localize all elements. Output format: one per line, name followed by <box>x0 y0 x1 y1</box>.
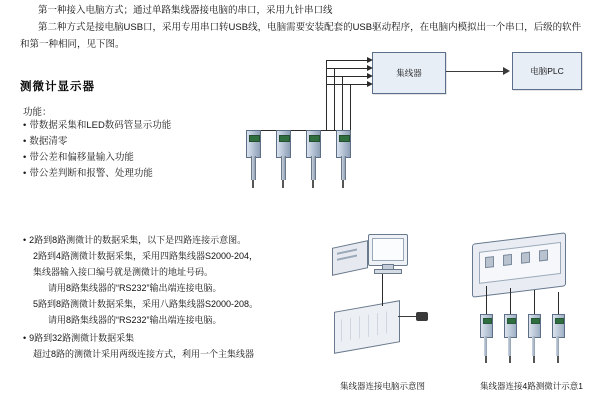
hub-to-pc-wire <box>382 274 383 306</box>
description-line-2: 集线器输入接口编号就是测微计的地址号码。 <box>33 267 214 277</box>
sensor-probe <box>251 156 256 180</box>
description-line-1: 2路到4路测微计数据采集，采用四路集线器S2000-204， <box>33 251 259 261</box>
feature-list <box>23 118 171 182</box>
led-display-icon <box>531 318 540 324</box>
collector-label: 集线器 <box>396 68 422 78</box>
led-display-icon <box>483 318 492 324</box>
tower-slot-1 <box>337 249 357 255</box>
hub-port-grid <box>341 311 391 342</box>
hub-port-4 <box>539 249 548 261</box>
list-item: • 数据清零 <box>23 134 171 150</box>
sensor-body <box>336 130 351 158</box>
unit-tip <box>557 356 559 363</box>
feed-arrow-icon-4 <box>367 81 373 87</box>
hub-port-2 <box>503 254 512 266</box>
sensor-probe <box>341 156 346 180</box>
unit-body <box>504 314 517 338</box>
paragraph-3: 和第一种相同，见下图。 <box>20 39 125 50</box>
feed-line-3 <box>326 76 368 77</box>
caption-hub-to-micrometers: 集线器连接4路测微计示意1 <box>480 381 583 391</box>
unit-probe <box>484 336 487 356</box>
hub-wire-4 <box>558 292 559 314</box>
power-cable <box>398 316 418 317</box>
feed-line-2 <box>326 68 368 69</box>
plc-label: 电脑PLC <box>530 66 564 76</box>
unit-probe <box>556 336 559 356</box>
section-title: 测微计显示器 <box>20 81 95 93</box>
riser-2 <box>334 68 335 130</box>
feed-arrow-icon-3 <box>367 73 373 79</box>
riser-1 <box>326 60 327 130</box>
led-display-icon <box>279 135 290 142</box>
unit-body <box>528 314 541 338</box>
paragraph-1: 第一种接入电脑方式；通过单路集线器接电脑的串口，采用九针串口线 <box>38 5 333 16</box>
plc-box <box>512 52 582 90</box>
power-plug-icon <box>416 312 428 321</box>
description-line-4: 5路到8路测微计数据采集，采用八路集线器S2000-208。 <box>33 299 259 309</box>
collector-to-plc-arrow-icon <box>503 67 510 75</box>
sensor-tip <box>282 180 284 188</box>
hub-wire-3 <box>534 290 535 314</box>
led-display-icon <box>507 318 516 324</box>
top-system-diagram <box>230 30 590 210</box>
sensor-tip <box>342 180 344 188</box>
monitor-screen <box>372 238 404 261</box>
unit-probe <box>508 336 511 356</box>
led-display-icon <box>309 135 320 142</box>
list-item: • 带数据采集和LED数码管显示功能 <box>23 118 171 134</box>
unit-body <box>480 314 493 338</box>
hub-to-4-micrometers-diagram <box>470 228 595 378</box>
description-line-0: • 2路到8路测微计的数据采集，以下是四路连接示意图。 <box>23 232 246 248</box>
sensor-probe <box>281 156 286 180</box>
monitor-foot <box>374 269 402 274</box>
unit-tip <box>509 356 511 363</box>
collector-box <box>372 52 446 94</box>
description-line-7: 超过8路的测微计采用两级连接方式，利用一个主集线器 <box>33 349 255 359</box>
sensor-tip <box>312 180 314 188</box>
hub-device <box>334 300 400 354</box>
hub-to-computer-diagram <box>330 228 450 378</box>
computer-tower-icon <box>332 240 368 276</box>
list-item: • 带公差判断和报警、处理功能 <box>23 166 171 182</box>
feed-line-4 <box>326 84 368 85</box>
unit-body <box>552 314 565 338</box>
led-display-icon <box>555 318 564 324</box>
description-line-5: 请用8路集线器的“RS232”输出端连接电脑。 <box>48 315 222 325</box>
description-line-6: • 9路到32路测微计数据采集 <box>23 330 134 346</box>
unit-probe <box>532 336 535 356</box>
tower-slot-2 <box>337 255 357 261</box>
feature-list-heading: 功能： <box>23 107 52 118</box>
unit-tip <box>533 356 535 363</box>
hub-wire-2 <box>510 288 511 314</box>
monitor-icon <box>368 234 408 266</box>
sensor-probe <box>311 156 316 180</box>
list-item: • 带公差和偏移量输入功能 <box>23 150 171 166</box>
collector-to-plc-line <box>446 71 504 72</box>
feed-arrow-icon-1 <box>367 57 373 63</box>
led-display-icon <box>249 135 260 142</box>
hub-wire-1 <box>486 286 487 314</box>
hub-port-1 <box>485 256 494 268</box>
hub-port-3 <box>521 252 530 264</box>
caption-hub-to-computer: 集线器连接电脑示意图 <box>340 381 426 391</box>
feed-arrow-icon-2 <box>367 65 373 71</box>
unit-tip <box>485 356 487 363</box>
riser-3 <box>342 76 343 130</box>
led-display-icon <box>339 135 350 142</box>
feed-line-1 <box>326 60 368 61</box>
sensor-body <box>246 130 261 158</box>
sensor-tip <box>252 180 254 188</box>
paragraph-2: 第二种方式是接电脑USB口，采用专用串口转USB线，电脑需要安装配套的USB驱动程序，在电脑内模拟出一个串口，后级的软件 <box>38 22 582 33</box>
sensor-body <box>306 130 321 158</box>
riser-4 <box>350 84 351 130</box>
sensor-body <box>276 130 291 158</box>
description-line-3: 请用8路集线器的“RS232”输出端连接电脑。 <box>48 283 222 293</box>
